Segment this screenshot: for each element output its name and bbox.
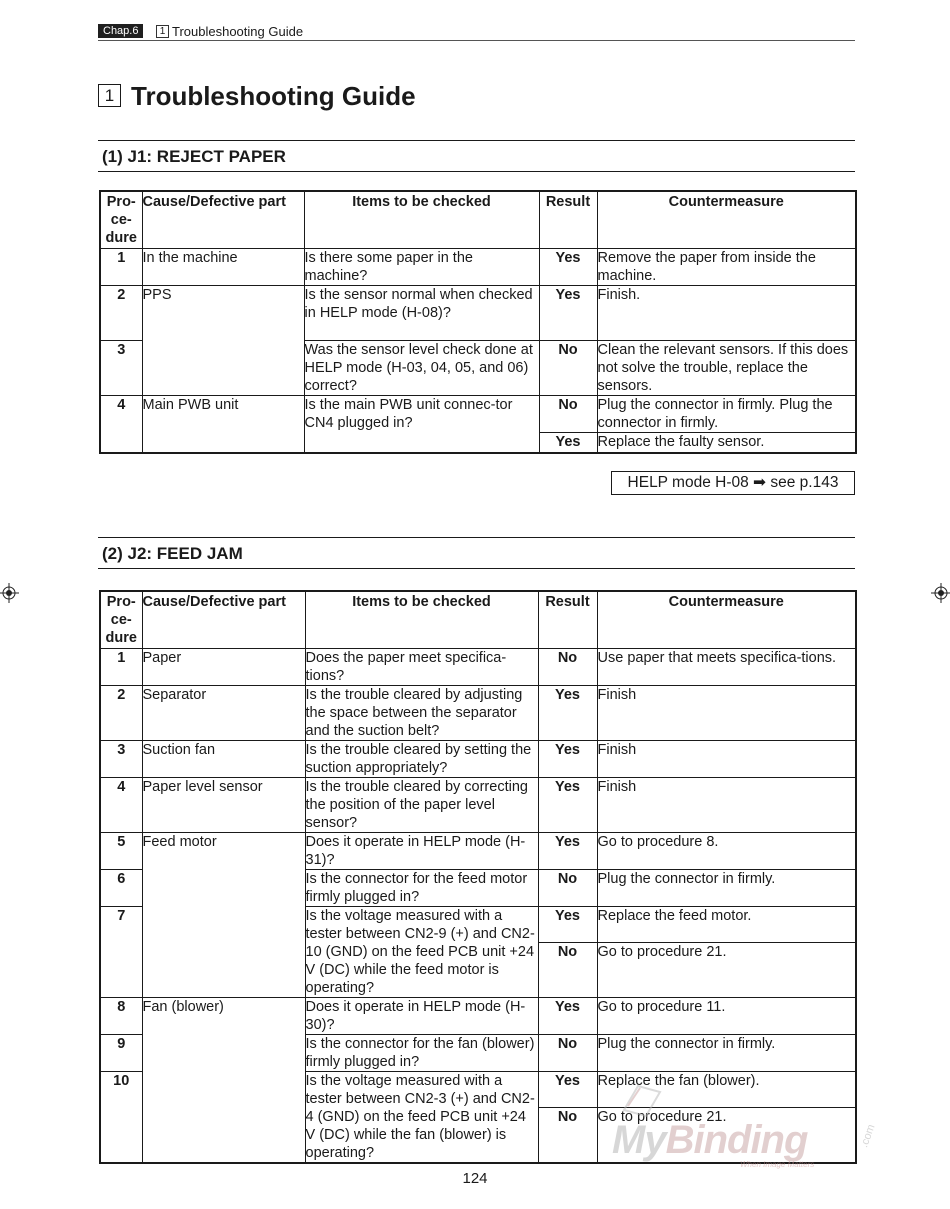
countermeasure-cell: Replace the fan (blower). bbox=[597, 1071, 856, 1107]
table-header-row bbox=[100, 591, 856, 648]
countermeasure-cell: Plug the connector in firmly. bbox=[597, 869, 856, 906]
result-cell: No bbox=[539, 340, 597, 395]
section-header-j1 bbox=[98, 140, 855, 172]
column-header-procedure: Pro- ce- dure bbox=[100, 591, 142, 648]
watermark-tagline: When Image Matters bbox=[740, 1160, 815, 1169]
items-cell: Is the sensor normal when checked in HELP mode (H-08)? bbox=[304, 285, 539, 340]
countermeasure-cell: Finish. bbox=[597, 285, 856, 340]
table-header-row bbox=[100, 191, 856, 248]
countermeasure-cell: Replace the feed motor. bbox=[597, 906, 856, 942]
procedure-number: 3 bbox=[100, 340, 142, 395]
watermark-text: MyBinding bbox=[612, 1118, 808, 1162]
countermeasure-cell: Plug the connector in firmly. bbox=[597, 1034, 856, 1071]
items-cell: Is the voltage measured with a tester between CN2-9 (+) and CN2-10 (GND) on the feed PCB unit +24 V (DC) while the feed motor is operating? bbox=[305, 906, 538, 997]
result-cell: No bbox=[538, 648, 597, 685]
column-header-items: Items to be checked bbox=[304, 191, 539, 248]
cause-cell: Fan (blower) bbox=[142, 997, 305, 1163]
page-title-number: 1 bbox=[98, 84, 121, 107]
section-title: (2) J2: FEED JAM bbox=[102, 544, 243, 563]
section-title: (1) J1: REJECT PAPER bbox=[102, 147, 286, 166]
chapter-badge: Chap.6 bbox=[98, 24, 143, 38]
help-mode-label: HELP mode H-08 bbox=[627, 474, 749, 491]
countermeasure-cell: Finish bbox=[597, 777, 856, 832]
countermeasure-cell: Clean the relevant sensors. If this does not solve the trouble, replace the sensors. bbox=[597, 340, 856, 395]
procedure-number: 6 bbox=[100, 869, 142, 906]
procedure-number: 9 bbox=[100, 1034, 142, 1071]
result-cell: No bbox=[539, 395, 597, 432]
cause-cell: Suction fan bbox=[142, 740, 305, 777]
result-cell: Yes bbox=[539, 285, 597, 340]
items-cell: Is the trouble cleared by setting the suction appropriately? bbox=[305, 740, 538, 777]
result-cell: Yes bbox=[539, 248, 597, 285]
cause-cell: Paper level sensor bbox=[142, 777, 305, 832]
cause-cell: Feed motor bbox=[142, 832, 305, 997]
troubleshooting-table-j2 bbox=[99, 590, 857, 1164]
countermeasure-cell: Replace the faulty sensor. bbox=[597, 432, 856, 453]
header-rule bbox=[98, 40, 855, 41]
items-cell: Does the paper meet specifica-tions? bbox=[305, 648, 538, 685]
table-row bbox=[100, 777, 856, 832]
watermark-logo bbox=[612, 1080, 882, 1170]
procedure-number: 1 bbox=[100, 248, 142, 285]
items-cell: Is there some paper in the machine? bbox=[304, 248, 539, 285]
items-cell: Is the voltage measured with a tester between CN2-3 (+) and CN2-4 (GND) on the feed PCB unit +24 V (DC) while the fan (blower) is operating? bbox=[305, 1071, 538, 1163]
procedure-number: 2 bbox=[100, 685, 142, 740]
page-title: Troubleshooting Guide bbox=[131, 81, 416, 111]
table-row bbox=[100, 248, 856, 285]
procedure-number: 8 bbox=[100, 997, 142, 1034]
result-cell: Yes bbox=[538, 997, 597, 1034]
procedure-number: 10 bbox=[100, 1071, 142, 1163]
items-cell: Does it operate in HELP mode (H-30)? bbox=[305, 997, 538, 1034]
items-cell: Is the connector for the fan (blower) firmly plugged in? bbox=[305, 1034, 538, 1071]
table-row bbox=[100, 285, 856, 340]
header-section-number: 1 bbox=[156, 25, 169, 38]
result-cell: Yes bbox=[539, 432, 597, 453]
cause-cell: PPS bbox=[142, 285, 304, 395]
countermeasure-cell: Go to procedure 8. bbox=[597, 832, 856, 869]
help-mode-reference bbox=[611, 471, 855, 495]
header-title: Troubleshooting Guide bbox=[172, 24, 304, 39]
countermeasure-cell: Plug the connector in firmly. Plug the connector in firmly. bbox=[597, 395, 856, 432]
page-number: 124 bbox=[462, 1170, 488, 1187]
watermark-suffix: .com bbox=[858, 1122, 878, 1150]
cause-cell: Separator bbox=[142, 685, 305, 740]
cause-cell: Main PWB unit bbox=[142, 395, 304, 453]
procedure-number: 3 bbox=[100, 740, 142, 777]
column-header-result: Result bbox=[539, 191, 597, 248]
items-cell: Is the main PWB unit connec-tor CN4 plugged in? bbox=[304, 395, 539, 453]
arrow-right-icon: ➡ bbox=[753, 474, 767, 491]
result-cell: Yes bbox=[538, 740, 597, 777]
cause-cell: Paper bbox=[142, 648, 305, 685]
procedure-number: 5 bbox=[100, 832, 142, 869]
table-row bbox=[100, 395, 856, 432]
procedure-number: 2 bbox=[100, 285, 142, 340]
column-header-items: Items to be checked bbox=[305, 591, 538, 648]
table-row bbox=[100, 685, 856, 740]
countermeasure-cell: Go to procedure 21. bbox=[597, 1107, 856, 1163]
result-cell: No bbox=[538, 1107, 597, 1163]
result-cell: No bbox=[538, 942, 597, 997]
column-header-countermeasure: Countermeasure bbox=[597, 191, 856, 248]
registration-mark-icon bbox=[0, 583, 19, 603]
procedure-number: 7 bbox=[100, 906, 142, 997]
column-header-procedure: Pro- ce- dure bbox=[100, 191, 142, 248]
countermeasure-cell: Remove the paper from inside the machine. bbox=[597, 248, 856, 285]
column-header-cause: Cause/Defective part bbox=[142, 191, 304, 248]
section-header-j2 bbox=[98, 537, 855, 569]
procedure-number: 4 bbox=[100, 395, 142, 453]
result-cell: Yes bbox=[538, 832, 597, 869]
troubleshooting-table-j1 bbox=[99, 190, 857, 454]
registration-mark-icon bbox=[931, 583, 950, 603]
countermeasure-cell: Finish bbox=[597, 740, 856, 777]
page-reference: see p.143 bbox=[770, 474, 839, 491]
countermeasure-cell: Use paper that meets specifica-tions. bbox=[597, 648, 856, 685]
items-cell: Was the sensor level check done at HELP mode (H-03, 04, 05, and 06) correct? bbox=[304, 340, 539, 395]
procedure-number: 1 bbox=[100, 648, 142, 685]
result-cell: Yes bbox=[538, 906, 597, 942]
book-icon bbox=[616, 1080, 666, 1120]
column-header-cause: Cause/Defective part bbox=[142, 591, 305, 648]
items-cell: Is the connector for the feed motor firmly plugged in? bbox=[305, 869, 538, 906]
countermeasure-cell: Finish bbox=[597, 685, 856, 740]
result-cell: Yes bbox=[538, 777, 597, 832]
result-cell: Yes bbox=[538, 685, 597, 740]
result-cell: No bbox=[538, 1034, 597, 1071]
table-row bbox=[100, 740, 856, 777]
table-row bbox=[100, 997, 856, 1034]
table-row bbox=[100, 832, 856, 869]
countermeasure-cell: Go to procedure 11. bbox=[597, 997, 856, 1034]
procedure-number: 4 bbox=[100, 777, 142, 832]
countermeasure-cell: Go to procedure 21. bbox=[597, 942, 856, 997]
result-cell: Yes bbox=[538, 1071, 597, 1107]
result-cell: No bbox=[538, 869, 597, 906]
cause-cell: In the machine bbox=[142, 248, 304, 285]
items-cell: Is the trouble cleared by correcting the position of the paper level sensor? bbox=[305, 777, 538, 832]
items-cell: Is the trouble cleared by adjusting the space between the separator and the suction belt? bbox=[305, 685, 538, 740]
column-header-result: Result bbox=[538, 591, 597, 648]
column-header-countermeasure: Countermeasure bbox=[597, 591, 856, 648]
table-row bbox=[100, 648, 856, 685]
items-cell: Does it operate in HELP mode (H-31)? bbox=[305, 832, 538, 869]
